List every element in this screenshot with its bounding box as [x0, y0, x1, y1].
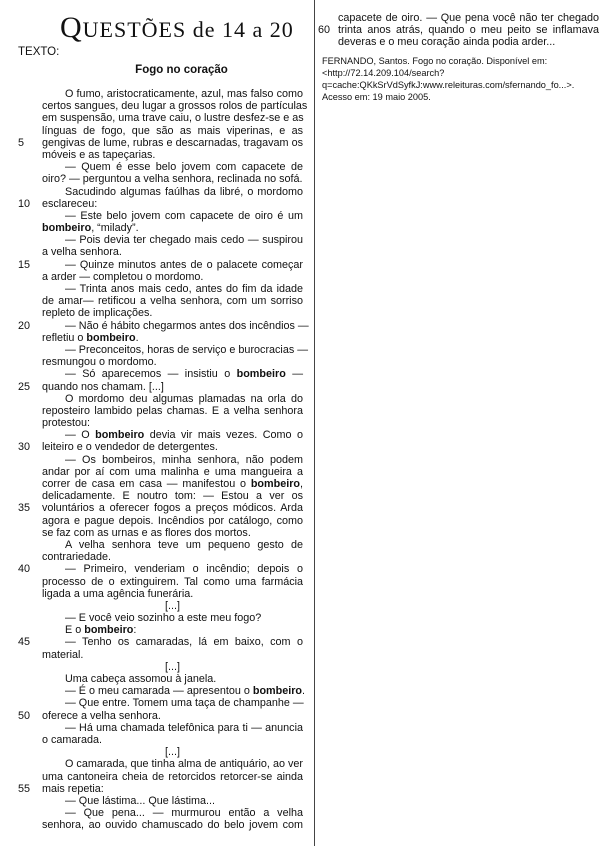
text-line	[42, 588, 303, 600]
text-line	[338, 12, 599, 24]
text-line	[42, 112, 303, 124]
line-number: 20	[18, 319, 31, 332]
line-text: — Preconceitos, horas de serviço e burocracias —	[65, 343, 309, 356]
text-line	[42, 186, 303, 198]
text-line	[18, 636, 303, 649]
line-text: capacete de oiro. — Que pena você não ter chegado	[338, 12, 599, 24]
text-line	[42, 271, 303, 283]
line-text: móveis e as tapeçarias.	[42, 148, 156, 161]
text-line	[18, 197, 303, 210]
line-number: 25	[18, 380, 31, 393]
line-text: — Que entre. Tomem uma taça de champanhe —	[65, 697, 304, 710]
line-number: 55	[18, 782, 31, 795]
text-line	[18, 136, 303, 149]
text-line	[42, 210, 303, 222]
line-number: 10	[18, 197, 31, 210]
line-number: 60	[318, 24, 331, 37]
text-line	[42, 405, 303, 417]
text-line	[42, 295, 303, 307]
line-number: 5	[18, 136, 25, 149]
line-number: 40	[18, 563, 31, 576]
text-line	[42, 356, 303, 368]
line-text: o camarada.	[42, 733, 103, 746]
text-line	[42, 332, 303, 344]
line-text: — O bombeiro devia vir mais vezes. Como o	[65, 429, 303, 442]
text-line	[42, 600, 303, 612]
column-divider	[314, 0, 315, 846]
line-text: [...]	[165, 746, 180, 759]
line-text: — É o meu camarada — apresentou o bombeiro.	[65, 685, 306, 698]
line-text: a arder — completou o mordomo.	[42, 270, 204, 283]
text-line	[42, 612, 303, 624]
line-text: se faz com as urnas e as flores dos mortos.	[42, 526, 251, 539]
text-line	[18, 441, 303, 454]
line-number: 50	[18, 709, 31, 722]
text-line	[42, 343, 309, 356]
line-text: — Que lástima... Que lástima...	[65, 794, 216, 807]
text-line	[42, 673, 303, 685]
text-line	[42, 454, 303, 466]
line-number: 35	[18, 502, 31, 515]
line-text: mais repetia:	[42, 782, 104, 795]
text-line	[42, 685, 306, 698]
line-text: reposteiro lambido pelas chamas. E a velha senhora	[42, 404, 303, 417]
text-line	[18, 502, 303, 515]
text-line	[42, 722, 303, 734]
line-text: uma cantoneira cheia de retorcidos retorcer-se ainda	[42, 770, 303, 783]
text-line	[42, 222, 303, 234]
line-text: — Há uma chamada telefônica para ti — anuncia	[65, 721, 303, 734]
line-text: O mordomo deu algumas plamadas na orla do	[65, 392, 303, 405]
text-line	[18, 782, 303, 795]
text-line	[42, 734, 303, 746]
line-text: ligada a uma agência funerária.	[42, 587, 194, 600]
line-text: deveras e o meu coração ainda podia arder...	[338, 36, 556, 49]
text-line	[42, 149, 303, 161]
line-text: — Pois devia ter chegado mais cedo — suspirou	[65, 234, 303, 247]
text-line	[42, 527, 303, 539]
text-line	[42, 576, 303, 588]
line-text: — Não é hábito chegarmos antes dos incêndios —	[65, 319, 309, 332]
line-text: certos sangues, deu lugar a grossos rolos de partículas	[42, 100, 308, 113]
text-line	[42, 746, 303, 758]
text-line	[42, 161, 303, 173]
text-line	[42, 234, 303, 246]
text-line	[42, 429, 303, 441]
story-title: Fogo no coração	[135, 64, 228, 76]
text-line	[42, 283, 303, 295]
text-line	[42, 100, 308, 113]
line-text: — Quem é esse belo jovem com capacete de	[65, 161, 303, 174]
texto-label: TEXTO:	[18, 46, 60, 58]
text-line	[42, 758, 303, 770]
line-text: repleto de implicações.	[42, 307, 153, 320]
heading-rest: UESTÕES de 14 a 20	[82, 17, 294, 42]
line-text: — Este belo jovem com capacete de oiro é um	[65, 209, 303, 222]
text-line	[18, 258, 303, 271]
line-number: 45	[18, 636, 31, 649]
text-line	[42, 819, 303, 831]
right-column-text	[318, 12, 599, 49]
text-line	[42, 807, 303, 819]
line-text: Sacudindo algumas faúlhas da libré, o mordomo	[65, 185, 303, 198]
text-line	[42, 393, 303, 405]
text-line	[42, 125, 303, 137]
line-text: correr de casa em casa — manifestou o bombeiro,	[42, 478, 303, 490]
line-text: — Trinta anos mais cedo, antes do fim da idade	[65, 283, 303, 295]
line-text: — Quinze minutos antes de o palacete começar	[65, 258, 303, 271]
text-line	[42, 307, 303, 319]
text-line	[42, 697, 303, 709]
line-text: protestou:	[42, 417, 91, 430]
text-line	[42, 515, 303, 527]
text-line	[18, 319, 309, 332]
questions-heading	[60, 11, 294, 45]
line-text: — Só aparecemos — insistiu o bombeiro —	[65, 368, 303, 381]
text-line	[42, 624, 303, 636]
line-text: andar por aí com uma malinha e uma mangueira a	[42, 465, 303, 478]
line-text: leiteiro e o vendedor de detergentes.	[42, 441, 218, 454]
line-text: — Os bombeiros, minha senhora, não podem	[65, 453, 303, 466]
text-line	[42, 478, 303, 490]
text-line	[42, 88, 303, 100]
line-text: esclareceu:	[42, 197, 98, 210]
line-text: contrariedade.	[42, 551, 112, 564]
line-text: resmungou o mordomo.	[42, 356, 157, 369]
line-text: material.	[42, 648, 84, 661]
line-text: refletiu o bombeiro.	[42, 331, 139, 344]
line-text: O camarada, que tinha alma de antiquário, ao ver	[65, 758, 303, 771]
line-text: Uma cabeça assomou à janela.	[65, 673, 217, 685]
line-text: E o bombeiro:	[65, 624, 137, 637]
line-text: de amar— retificou a velha senhora, com um sorriso	[42, 295, 303, 308]
line-text: processo de o extinguirem. Tal como uma farmácia	[42, 575, 303, 588]
text-line	[18, 709, 303, 722]
text-line	[18, 380, 303, 393]
line-text: [...]	[165, 660, 180, 673]
line-text: voluntários a oferecer fogos a preços módicos. Arda	[42, 502, 303, 515]
text-line	[318, 24, 599, 37]
line-text: — E você veio sozinho a este meu fogo?	[65, 612, 262, 625]
text-line	[42, 771, 303, 783]
text-line	[42, 466, 303, 478]
heading-initial: Q	[60, 11, 83, 44]
line-text: O fumo, aristocraticamente, azul, mas falso como	[65, 88, 303, 100]
line-text: agora e pague depois. Incêndios por catálogo, como	[42, 514, 303, 527]
text-line	[18, 563, 303, 576]
line-text: delicadamente. E noutro tom: — Estou a ver os	[42, 490, 303, 503]
line-text: bombeiro, “milady”.	[42, 222, 139, 235]
line-number: 15	[18, 258, 31, 271]
source-reference: FERNANDO, Santos. Fogo no coração. Disponível em: <http://72.14.209.104/search?q=cache:QKkSrVdSyfkJ:www.releituras.com/sfernando_fo...>. Acesso em: 19 maio 2005.	[322, 56, 575, 102]
text-line	[42, 490, 303, 502]
line-text: — Primeiro, venderiam o incêndio; depois o	[65, 563, 303, 576]
text-line	[42, 551, 303, 563]
line-text: oiro? — perguntou a velha senhora, reclinada no sofá.	[42, 173, 303, 186]
text-line	[42, 417, 303, 429]
text-line	[42, 649, 303, 661]
text-line	[42, 246, 303, 258]
text-line	[42, 661, 303, 673]
line-text: a velha senhora.	[42, 246, 122, 259]
text-line	[42, 539, 303, 551]
left-column-text	[18, 88, 309, 832]
line-number: 30	[18, 441, 31, 454]
line-text: senhora, ao ouvido chamuscado do belo jovem com	[42, 819, 303, 832]
line-text: línguas de fogo, que são as mais viperinas, e as	[42, 124, 303, 137]
line-text: trinta anos atrás, quando o meu peito se inflamava	[338, 24, 599, 37]
line-text: em suspensão, uma trave caiu, o lustre desfez-se e as	[42, 112, 304, 125]
line-text: oferece a velha senhora.	[42, 709, 161, 722]
line-text: gengivas de lume, rubras e descarnadas, tragavam os	[42, 136, 303, 149]
line-text: — Tenho os camaradas, lá em baixo, com o	[65, 636, 303, 649]
text-line	[42, 368, 303, 380]
line-text: quando nos chamam. [...]	[42, 380, 164, 393]
line-text: [...]	[165, 599, 180, 612]
line-text: A velha senhora teve um pequeno gesto de	[65, 538, 303, 551]
text-line	[42, 795, 303, 807]
text-line	[338, 36, 599, 48]
text-line	[42, 173, 303, 185]
line-text: — Que pena... — murmurou então a velha	[65, 807, 303, 820]
